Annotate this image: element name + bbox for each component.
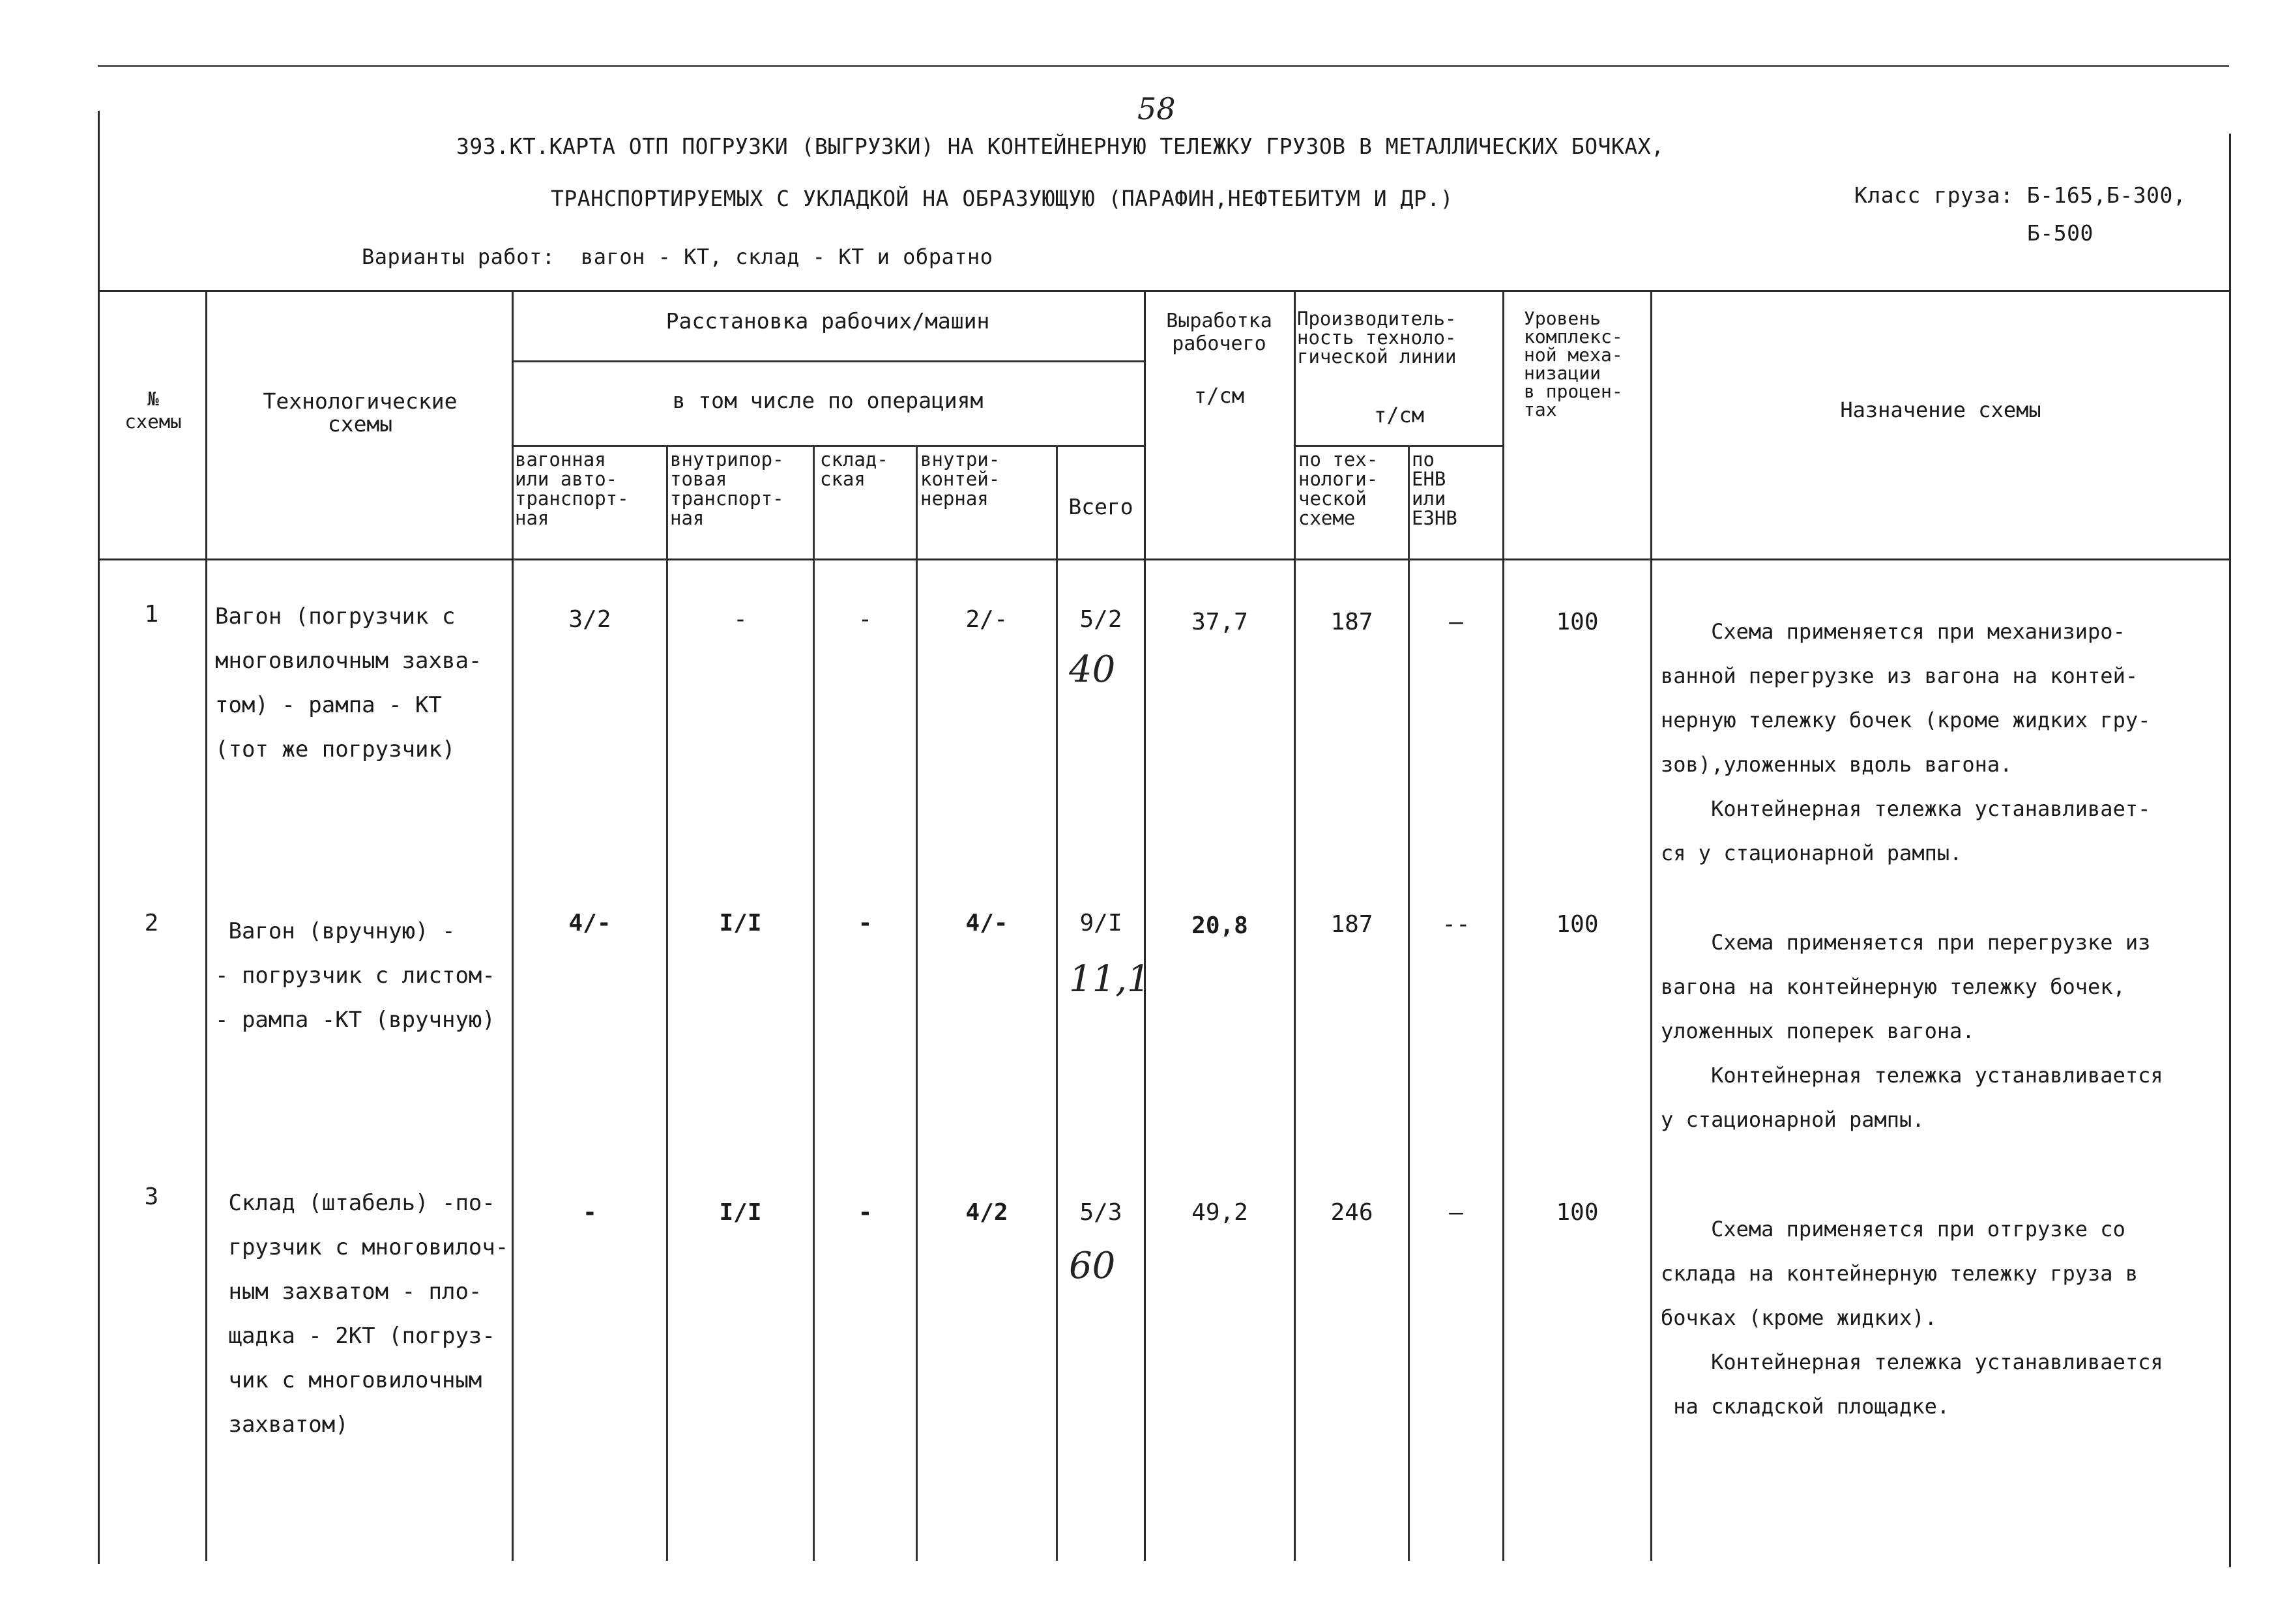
table-top-rule	[98, 290, 2231, 292]
row-2-intracontainer: 4/-	[965, 910, 1008, 936]
col-sep-11	[1650, 290, 1652, 1561]
title-line-2: ТРАНСПОРТИРУЕМЫХ С УКЛАДКОЙ НА ОБРАЗУЮЩУЮ (ПАРАФИН,НЕФТЕБИТУМ И ДР.)	[551, 186, 1454, 211]
header-bottom-rule	[98, 558, 2231, 560]
header-by-operations: в том числе по операциям	[672, 388, 984, 413]
header-by-norms: по ЕНВ или ЕЗНВ	[1412, 448, 1457, 529]
row-2-intraport: I/I	[719, 910, 762, 936]
row-2-warehouse: -	[858, 910, 873, 936]
row-2-wagon: 4/-	[568, 910, 611, 936]
row-3-purpose: Схема применяется при отгрузке со склада на контейнерную тележку груза в бочках (кроме жидких). Контейнерная тележка устанавливается на складской площадке.	[1661, 1217, 2163, 1419]
row-1-norm: —	[1449, 609, 1463, 635]
row-3-scheme: Склад (штабель) -по- грузчик с многовилоч- ным захватом - пло- щадка - 2КТ (погруз- чик с многовилочным захватом)	[228, 1190, 509, 1438]
productivity-rule	[1294, 445, 1502, 447]
row-3-mech: 100	[1556, 1199, 1599, 1226]
row-3-handwritten: 60	[1069, 1245, 1116, 1287]
col-sep-1	[205, 290, 207, 1561]
row-3-intracontainer: 4/2	[965, 1199, 1008, 1226]
row-2-no: 2	[144, 910, 159, 936]
frame-left	[98, 111, 100, 1564]
header-intracontainer: внутри- контей- нерная	[920, 448, 1000, 510]
row-1-scheme: Вагон (погрузчик с многовилочным захва- том) - рампа - КТ (тот же погрузчик)	[215, 603, 482, 762]
row-2-scheme: Вагон (вручную) - - погрузчик с листом- - рампа -КТ (вручную)	[215, 918, 495, 1033]
header-by-tech-scheme: по тех- нологи- ческой схеме	[1298, 448, 1379, 529]
row-2-tech: 187	[1330, 911, 1373, 938]
row-1-handwritten: 40	[1069, 648, 1116, 691]
row-1-total: 5/2	[1079, 606, 1122, 633]
row-3-output: 49,2	[1191, 1199, 1248, 1226]
header-tech-schemes: Технологические схемы	[263, 388, 458, 437]
row-2-norm: --	[1442, 911, 1470, 938]
title-line-1: 393.КТ.КАРТА ОТП ПОГРУЗКИ (ВЫГРУЗКИ) НА КОНТЕЙНЕРНУЮ ТЕЛЕЖКУ ГРУЗОВ В МЕТАЛЛИЧЕСКИХ БОЧКАХ,	[456, 134, 1665, 159]
row-1-mech: 100	[1556, 609, 1599, 635]
header-purpose: Назначение схемы	[1840, 398, 2041, 422]
row-1-output: 37,7	[1191, 609, 1248, 635]
header-intraport: внутрипор- товая транспорт- ная	[670, 448, 784, 529]
row-2-output: 20,8	[1191, 912, 1248, 939]
header-warehouse: склад- ская	[820, 448, 888, 490]
row-3-norm: —	[1449, 1199, 1463, 1226]
row-3-tech: 246	[1330, 1199, 1373, 1226]
frame-right	[2229, 134, 2231, 1567]
row-2-handwritten: 11,1	[1069, 958, 1150, 1000]
header-output-unit: т/см	[1193, 383, 1245, 408]
cargo-class-line-2: Б-500	[2027, 220, 2094, 246]
placement-rule	[512, 360, 1144, 362]
row-1-no: 1	[144, 601, 159, 628]
row-3-warehouse: -	[858, 1199, 873, 1226]
row-1-purpose: Схема применяется при механизиро- ванной перегрузке из вагона на контей- нерную тележку бочек (кроме жидких гру- зов),уложенных вдоль вагона. Контейнерная тележка устанавливает- ся у стационарной рампы.	[1661, 619, 2151, 865]
row-3-no: 3	[144, 1183, 159, 1210]
row-1-intraport: -	[733, 606, 748, 633]
row-2-total: 9/I	[1079, 910, 1122, 936]
header-wagon: вагонная или авто- транспорт- ная	[515, 448, 629, 529]
header-mech-level: Уровень комплекс- ной меха- низации в процен- тах	[1524, 308, 1623, 420]
header-placement: Расстановка рабочих/машин	[665, 308, 990, 334]
row-3-total: 5/3	[1079, 1199, 1122, 1226]
operations-rule	[512, 445, 1144, 447]
row-1-warehouse: -	[858, 606, 873, 633]
top-border	[98, 65, 2229, 67]
row-1-wagon: 3/2	[568, 606, 611, 633]
header-output: Выработка рабочего	[1166, 310, 1272, 355]
header-productivity: Производитель- ность техноло- гической линии	[1297, 308, 1457, 368]
page-number: 58	[1137, 91, 1176, 126]
row-3-wagon: -	[583, 1199, 597, 1226]
header-scheme-no: № схемы	[124, 388, 182, 433]
row-3-intraport: I/I	[719, 1199, 762, 1226]
work-variants: Варианты работ: вагон - КТ, склад - КТ и обратно	[362, 244, 993, 269]
header-productivity-unit: т/см	[1373, 403, 1425, 428]
row-2-mech: 100	[1556, 911, 1599, 938]
cargo-class-line-1: Класс груза: Б-165,Б-300,	[1854, 182, 2187, 208]
row-2-purpose: Схема применяется при перегрузке из вагона на контейнерную тележку бочек, уложенных поперек вагона. Контейнерная тележка устанавливается у стационарной рампы.	[1661, 930, 2163, 1132]
row-1-tech: 187	[1330, 609, 1373, 635]
header-total: Всего	[1068, 494, 1133, 519]
row-1-intracontainer: 2/-	[965, 606, 1008, 633]
